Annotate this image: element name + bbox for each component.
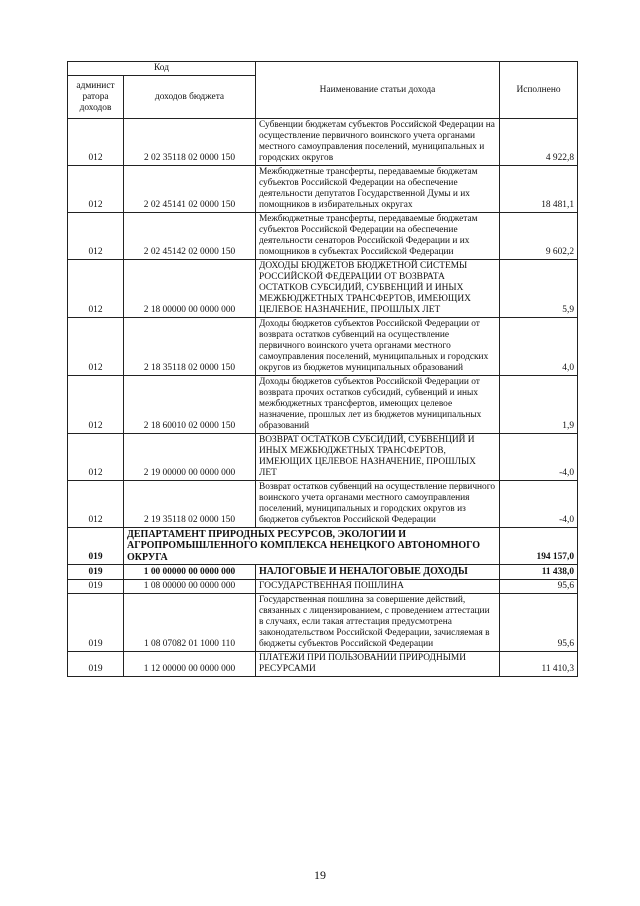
executed-value-cell: 5,9 xyxy=(500,260,578,318)
income-code-cell: 2 19 00000 00 0000 000 xyxy=(124,434,256,481)
table-row xyxy=(68,260,578,318)
income-name-cell: Межбюджетные трансферты, передаваемые бюджетам субъектов Российской Федерации на обеспечение деятельности сенаторов Российской Федерации и их помощников в субъектах Российской Федерации xyxy=(256,213,500,260)
income-name-cell: НАЛОГОВЫЕ И НЕНАЛОГОВЫЕ ДОХОДЫ xyxy=(256,565,500,579)
executed-value-cell: -4,0 xyxy=(500,434,578,481)
table-row xyxy=(68,651,578,676)
header-income-name: Наименование статьи дохода xyxy=(256,62,500,119)
executed-value-cell: 194 157,0 xyxy=(500,528,578,565)
admin-code-cell: 012 xyxy=(68,260,124,318)
income-code-cell: 2 18 60010 02 0000 150 xyxy=(124,376,256,434)
table-row xyxy=(68,593,578,651)
income-name-cell: Доходы бюджетов субъектов Российской Федерации от возврата остатков субвенций на осуществление первичного воинского учета органами местного самоуправления поселений, муниципальных и городских округов из бюджетов муниципальных образований xyxy=(256,318,500,376)
executed-value-cell: 95,6 xyxy=(500,579,578,593)
income-code-cell: 1 08 00000 00 0000 000 xyxy=(124,579,256,593)
admin-code-cell: 019 xyxy=(68,565,124,579)
executed-value-cell: 18 481,1 xyxy=(500,166,578,213)
income-code-cell: 2 02 45142 02 0000 150 xyxy=(124,213,256,260)
page-number: 19 xyxy=(314,868,326,882)
income-code-cell: 1 08 07082 01 1000 110 xyxy=(124,593,256,651)
executed-value-cell: 1,9 xyxy=(500,376,578,434)
executed-value-cell: -4,0 xyxy=(500,481,578,528)
admin-code-cell: 019 xyxy=(68,579,124,593)
header-income-code: доходов бюджета xyxy=(124,76,256,119)
income-code-cell: 2 18 00000 00 0000 000 xyxy=(124,260,256,318)
table-row xyxy=(68,376,578,434)
income-code-cell: 1 00 00000 00 0000 000 xyxy=(124,565,256,579)
executed-value-cell: 95,6 xyxy=(500,593,578,651)
income-code-cell: 2 19 35118 02 0000 150 xyxy=(124,481,256,528)
admin-code-cell: 012 xyxy=(68,166,124,213)
income-name-cell: Возврат остатков субвенций на осуществление первичного воинского учета органами местного самоуправления поселений, муниципальных и городских округов из бюджетов субъектов Российской Федерации xyxy=(256,481,500,528)
header-code-group: Код xyxy=(68,62,256,76)
table-row xyxy=(68,213,578,260)
admin-code-cell: 012 xyxy=(68,481,124,528)
table-row xyxy=(68,528,578,565)
table-body xyxy=(68,119,578,677)
income-name-cell: ПЛАТЕЖИ ПРИ ПОЛЬЗОВАНИИ ПРИРОДНЫМИ РЕСУРСАМИ xyxy=(256,651,500,676)
income-name-cell: ГОСУДАРСТВЕННАЯ ПОШЛИНА xyxy=(256,579,500,593)
income-code-cell: 2 02 35118 02 0000 150 xyxy=(124,119,256,166)
executed-value-cell: 11 410,3 xyxy=(500,651,578,676)
income-code-cell: 2 02 45141 02 0000 150 xyxy=(124,166,256,213)
executed-value-cell: 4,0 xyxy=(500,318,578,376)
income-name-cell: ДЕПАРТАМЕНТ ПРИРОДНЫХ РЕСУРСОВ, ЭКОЛОГИИ И АГРОПРОМЫШЛЕННОГО КОМПЛЕКСА НЕНЕЦКОГО АВТОНОМНОГО ОКРУГА xyxy=(124,528,500,565)
table-row xyxy=(68,579,578,593)
admin-code-cell: 012 xyxy=(68,213,124,260)
income-name-cell: Доходы бюджетов субъектов Российской Федерации от возврата прочих остатков субсидий, субвенций и иных межбюджетных трансфертов, имеющих целевое назначение, прошлых лет из бюджетов муниципальных образований xyxy=(256,376,500,434)
admin-code-cell: 019 xyxy=(68,593,124,651)
admin-code-cell: 012 xyxy=(68,119,124,166)
admin-code-cell: 019 xyxy=(68,528,124,565)
table-row xyxy=(68,565,578,579)
table-row xyxy=(68,481,578,528)
income-name-cell: ДОХОДЫ БЮДЖЕТОВ БЮДЖЕТНОЙ СИСТЕМЫ РОССИЙСКОЙ ФЕДЕРАЦИИ ОТ ВОЗВРАТА ОСТАТКОВ СУБСИДИЙ, СУБВЕНЦИЙ И ИНЫХ МЕЖБЮДЖЕТНЫХ ТРАНСФЕРТОВ, ИМЕЮЩИХ ЦЕЛЕВОЕ НАЗНАЧЕНИЕ, ПРОШЛЫХ ЛЕТ xyxy=(256,260,500,318)
table-row xyxy=(68,119,578,166)
income-name-cell: Государственная пошлина за совершение действий, связанных с лицензированием, с проведением аттестации в случаях, если такая аттестация предусмотрена законодательством Российской Федерации, зачисляемая в бюджеты субъектов Российской Федерации xyxy=(256,593,500,651)
header-administrator: админист ратора доходов xyxy=(68,76,124,119)
executed-value-cell: 4 922,8 xyxy=(500,119,578,166)
income-name-cell: Субвенции бюджетам субъектов Российской Федерации на осуществление первичного воинского учета органами местного самоуправления поселений, муниципальных и городских округов xyxy=(256,119,500,166)
income-code-cell: 2 18 35118 02 0000 150 xyxy=(124,318,256,376)
admin-code-cell: 019 xyxy=(68,651,124,676)
admin-code-cell: 012 xyxy=(68,376,124,434)
executed-value-cell: 11 438,0 xyxy=(500,565,578,579)
budget-income-table xyxy=(67,61,578,677)
admin-code-cell: 012 xyxy=(68,318,124,376)
income-code-cell: 1 12 00000 00 0000 000 xyxy=(124,651,256,676)
admin-code-cell: 012 xyxy=(68,434,124,481)
executed-value-cell: 9 602,2 xyxy=(500,213,578,260)
income-name-cell: Межбюджетные трансферты, передаваемые бюджетам субъектов Российской Федерации на обеспечение деятельности депутатов Государственной Думы и их помощников в избирательных округах xyxy=(256,166,500,213)
income-name-cell: ВОЗВРАТ ОСТАТКОВ СУБСИДИЙ, СУБВЕНЦИЙ И ИНЫХ МЕЖБЮДЖЕТНЫХ ТРАНСФЕРТОВ, ИМЕЮЩИХ ЦЕЛЕВОЕ НАЗНАЧЕНИЕ, ПРОШЛЫХ ЛЕТ xyxy=(256,434,500,481)
table-row xyxy=(68,166,578,213)
header-executed: Исполнено xyxy=(500,62,578,119)
table-row xyxy=(68,434,578,481)
table-row xyxy=(68,318,578,376)
